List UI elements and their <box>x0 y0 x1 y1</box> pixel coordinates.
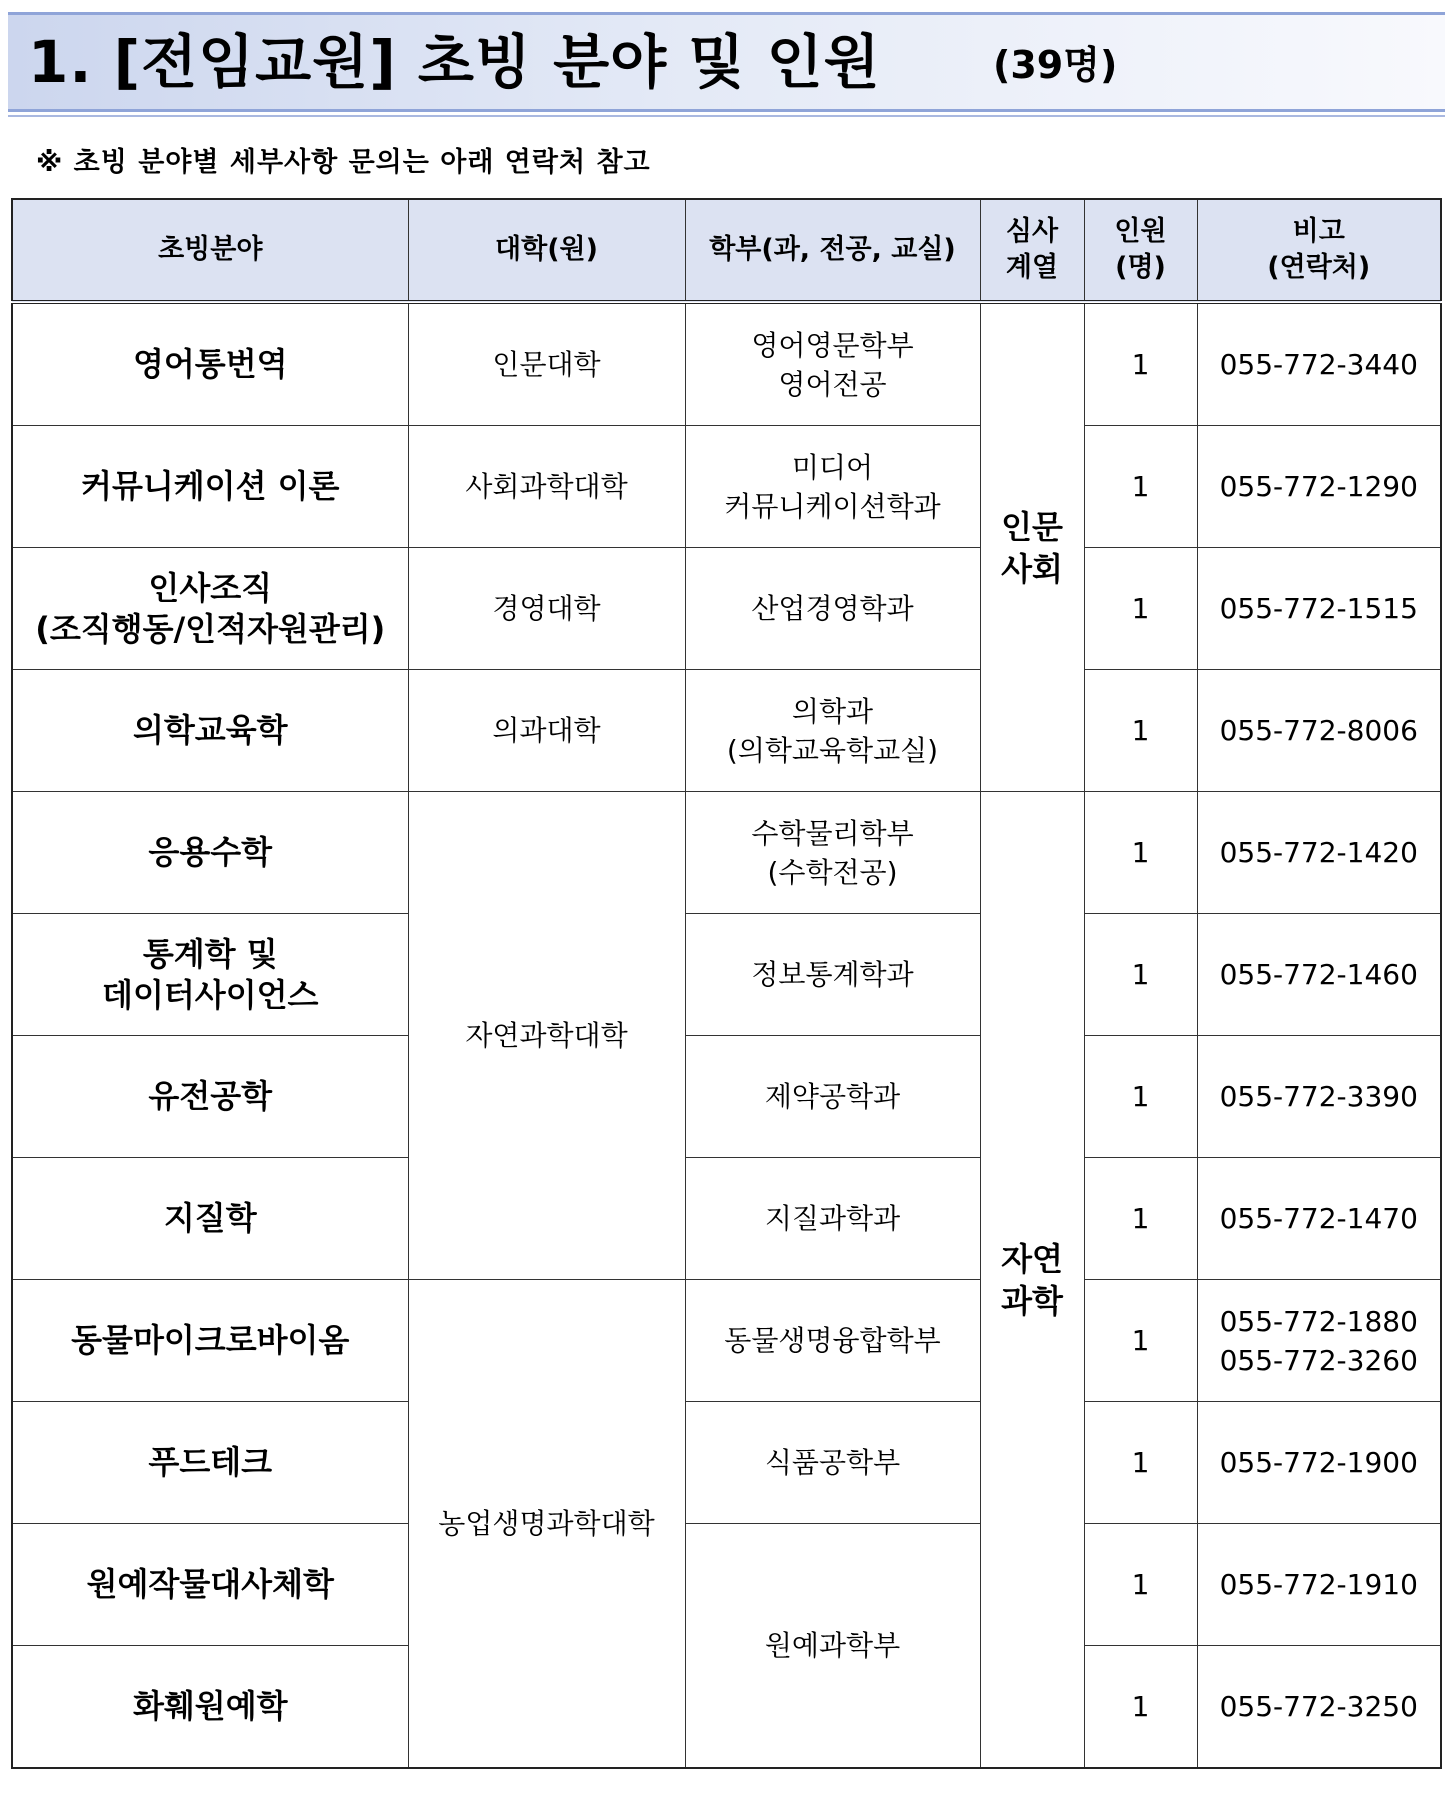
dept-cell: 제약공학과 <box>685 1036 980 1158</box>
dept-cell: 지질과학과 <box>685 1158 980 1280</box>
contact-note: ※ 초빙 분야별 세부사항 문의는 아래 연락처 참고 <box>36 147 651 178</box>
college-cell: 경영대학 <box>408 548 685 670</box>
count-cell: 1 <box>1084 1036 1197 1158</box>
table-row <box>12 1402 1441 1524</box>
college-cell: 자연과학대학 <box>408 792 685 1280</box>
college-cell: 농업생명과학대학 <box>408 1280 685 1769</box>
college-cell: 의과대학 <box>408 670 685 792</box>
table-row <box>12 1036 1441 1158</box>
dept-cell: 미디어 커뮤니케이션학과 <box>685 426 980 548</box>
contact-cell: 055-772-3390 <box>1197 1036 1441 1158</box>
count-cell: 1 <box>1084 548 1197 670</box>
count-cell: 1 <box>1084 1158 1197 1280</box>
field-cell: 인사조직 (조직행동/인적자원관리) <box>12 548 408 670</box>
dept-cell: 동물생명융합학부 <box>685 1280 980 1402</box>
contact-cell: 055-772-8006 <box>1197 670 1441 792</box>
header-count: 인원 (명) <box>1084 199 1197 302</box>
contact-cell: 055-772-1515 <box>1197 548 1441 670</box>
dept-cell: 수학물리학부 (수학전공) <box>685 792 980 914</box>
dept-cell: 원예과학부 <box>685 1524 980 1769</box>
dept-cell: 영어영문학부 영어전공 <box>685 302 980 426</box>
count-cell: 1 <box>1084 1524 1197 1646</box>
field-cell: 원예작물대사체학 <box>12 1524 408 1646</box>
contact-cell: 055-772-1420 <box>1197 792 1441 914</box>
field-cell: 동물마이크로바이옴 <box>12 1280 408 1402</box>
field-cell: 커뮤니케이션 이론 <box>12 426 408 548</box>
field-cell: 영어통번역 <box>12 302 408 426</box>
count-cell: 1 <box>1084 302 1197 426</box>
count-cell: 1 <box>1084 1646 1197 1769</box>
count-cell: 1 <box>1084 426 1197 548</box>
category-humanities: 인문 사회 <box>980 302 1084 792</box>
table-row <box>12 548 1441 670</box>
contact-cell: 055-772-1900 <box>1197 1402 1441 1524</box>
table-row <box>12 792 1441 914</box>
dept-cell: 의학과 (의학교육학교실) <box>685 670 980 792</box>
count-cell: 1 <box>1084 1280 1197 1402</box>
title-band <box>8 12 1445 112</box>
header-dept: 학부(과, 전공, 교실) <box>685 199 980 302</box>
table-row <box>12 670 1441 792</box>
count-cell: 1 <box>1084 792 1197 914</box>
header-category: 심사 계열 <box>980 199 1084 302</box>
category-science: 자연 과학 <box>980 792 1084 1769</box>
contact-cell: 055-772-1910 <box>1197 1524 1441 1646</box>
recruitment-table <box>11 198 1442 1769</box>
contact-cell: 055-772-1470 <box>1197 1158 1441 1280</box>
table-row <box>12 1280 1441 1402</box>
college-cell: 인문대학 <box>408 302 685 426</box>
page-title: 1. [전임교원] 초빙 분야 및 인원 <box>28 28 881 96</box>
field-cell: 화훼원예학 <box>12 1646 408 1769</box>
table-row <box>12 1158 1441 1280</box>
title-count: (39명) <box>993 43 1118 87</box>
count-cell: 1 <box>1084 670 1197 792</box>
field-cell: 유전공학 <box>12 1036 408 1158</box>
contact-cell: 055-772-1460 <box>1197 914 1441 1036</box>
table-row <box>12 302 1441 426</box>
field-cell: 의학교육학 <box>12 670 408 792</box>
count-cell: 1 <box>1084 1402 1197 1524</box>
field-cell: 지질학 <box>12 1158 408 1280</box>
contact-cell: 055-772-1880 055-772-3260 <box>1197 1280 1441 1402</box>
field-cell: 푸드테크 <box>12 1402 408 1524</box>
dept-cell: 정보통계학과 <box>685 914 980 1036</box>
dept-cell: 산업경영학과 <box>685 548 980 670</box>
contact-cell: 055-772-1290 <box>1197 426 1441 548</box>
table-row <box>12 914 1441 1036</box>
contact-cell: 055-772-3250 <box>1197 1646 1441 1769</box>
dept-cell: 식품공학부 <box>685 1402 980 1524</box>
table-row <box>12 1524 1441 1646</box>
field-cell: 통계학 및 데이터사이언스 <box>12 914 408 1036</box>
count-cell: 1 <box>1084 914 1197 1036</box>
header-field: 초빙분야 <box>12 199 408 302</box>
contact-cell: 055-772-3440 <box>1197 302 1441 426</box>
header-college: 대학(원) <box>408 199 685 302</box>
header-remark: 비고 (연락처) <box>1197 199 1441 302</box>
table-row <box>12 426 1441 548</box>
table-header-row <box>12 199 1441 302</box>
field-cell: 응용수학 <box>12 792 408 914</box>
college-cell: 사회과학대학 <box>408 426 685 548</box>
